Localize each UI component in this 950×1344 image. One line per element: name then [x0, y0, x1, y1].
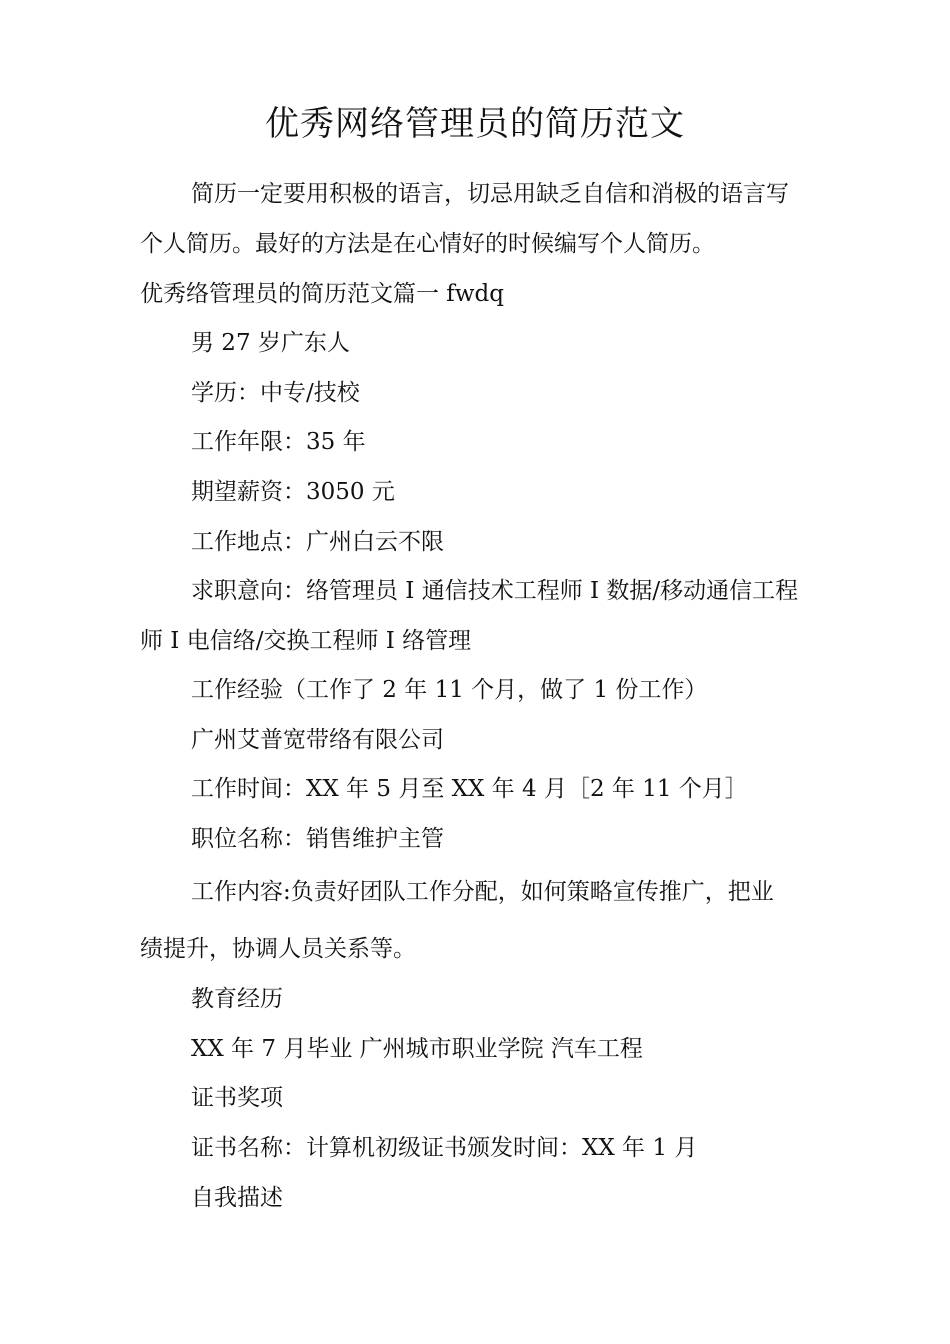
self-description-heading: 自我描述 [191, 1185, 283, 1211]
certificate-heading: 证书奖项 [191, 1085, 283, 1111]
basic-info: 男 27 岁广东人 [191, 330, 350, 356]
intro-paragraph-line-1: 简历一定要用积极的语言，切忌用缺乏自信和消极的语言写 [191, 181, 789, 207]
company-name: 广州艾普宽带络有限公司 [191, 727, 444, 753]
certificate-entry: 证书名称：计算机初级证书颁发时间：XX 年 1 月 [191, 1135, 698, 1161]
job-content-line-2: 绩提升，协调人员关系等。 [140, 936, 416, 962]
education-level: 学历：中专/技校 [191, 380, 360, 406]
education-heading: 教育经历 [191, 986, 283, 1012]
job-content-line-1: 工作内容:负责好团队工作分配，如何策略宣传推广，把业 [191, 879, 774, 905]
work-location: 工作地点：广州白云不限 [191, 529, 444, 555]
position-title: 职位名称：销售维护主管 [191, 826, 444, 852]
job-intention-line-1: 求职意向：络管理员 I 通信技术工程师 I 数据/移动通信工程 [191, 578, 799, 604]
education-entry: XX 年 7 月毕业 广州城市职业学院 汽车工程 [191, 1036, 643, 1062]
document-title: 优秀网络管理员的简历范文 [265, 104, 685, 144]
expected-salary: 期望薪资：3050 元 [191, 479, 395, 505]
job-intention-line-2: 师 I 电信络/交换工程师 I 络管理 [140, 628, 472, 654]
work-years: 工作年限：35 年 [191, 429, 366, 455]
work-period: 工作时间：XX 年 5 月至 XX 年 4 月［2 年 11 个月］ [191, 776, 748, 802]
experience-heading: 工作经验（工作了 2 年 11 个月，做了 1 份工作） [191, 677, 708, 703]
intro-paragraph-line-2: 个人简历。最好的方法是在心情好的时候编写个人简历。 [140, 231, 715, 257]
section-heading: 优秀络管理员的简历范文篇一 fwdq [140, 281, 504, 307]
